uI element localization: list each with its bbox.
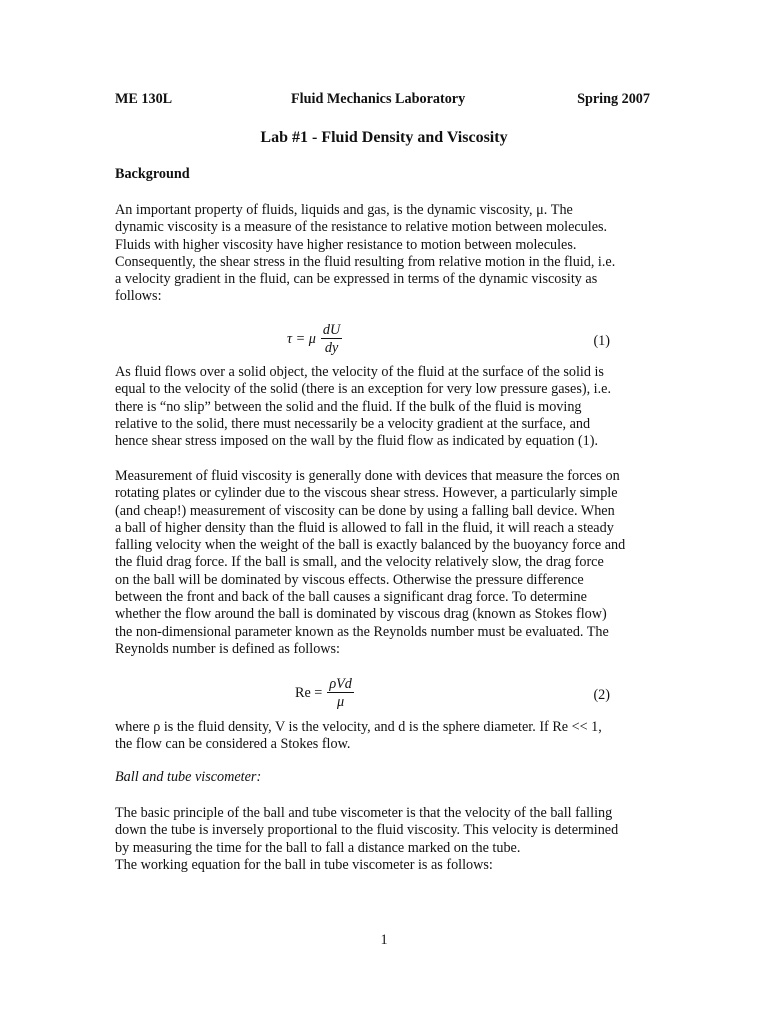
equation-shear-stress xyxy=(115,322,660,362)
text-line: An important property of fluids, liquids and gas, is the dynamic viscosity, μ. The xyxy=(115,202,573,218)
page-header xyxy=(115,91,650,109)
text-line: down the tube is inversely proportional to the fluid viscosity. This velocity is determined xyxy=(115,822,619,839)
text-line: dynamic viscosity is a measure of the resistance to relative motion between molecules. xyxy=(115,219,608,236)
text-line: whether the flow around the ball is dominated by viscous drag (known as Stokes flow) xyxy=(115,606,607,623)
text-line: The working equation for the ball in tube viscometer is as follows: xyxy=(115,856,493,873)
equation-number: (2) xyxy=(593,687,610,703)
equation-reynolds xyxy=(115,676,660,716)
paragraph-viscosity-intro xyxy=(115,202,660,306)
text-line: by measuring the time for the ball to fall a distance marked on the tube. xyxy=(115,839,521,856)
text-line: Measurement of fluid viscosity is generally done with devices that measure the forces on xyxy=(115,468,620,484)
text-line: a ball of higher density than the fluid is allowed to fall in the fluid, it will reach a steady xyxy=(115,519,614,536)
equation-lhs: Re = xyxy=(295,684,323,701)
text-line: the non-dimensional parameter known as the Reynolds number must be evaluated. The xyxy=(115,623,609,640)
equation-body xyxy=(287,322,342,357)
text-line: there is “no slip” between the solid and the fluid. If the bulk of the fluid is moving xyxy=(115,398,582,415)
text-line: The basic principle of the ball and tube viscometer is that the velocity of the ball falling xyxy=(115,805,613,821)
text-line: Fluids with higher viscosity have higher resistance to motion between molecules. xyxy=(115,236,577,253)
text-line: Consequently, the shear stress in the fluid resulting from relative motion in the fluid, i.e. xyxy=(115,253,616,270)
course-code: ME 130L xyxy=(115,91,173,107)
equation-denominator: μ xyxy=(337,694,345,710)
page-number: 1 xyxy=(380,932,388,948)
text-line: Reynolds number is defined as follows: xyxy=(115,640,340,657)
paragraph-reynolds-definition xyxy=(115,719,660,754)
text-line: falling velocity when the weight of the ball is exactly balanced by the buoyancy force and xyxy=(115,537,626,554)
paragraph-ball-tube xyxy=(115,805,660,874)
equation-numerator: dU xyxy=(322,322,341,338)
text-line: rotating plates or cylinder due to the viscous shear stress. However, a particularly simple xyxy=(115,485,618,502)
equation-fraction xyxy=(321,322,342,357)
paragraph-measurement xyxy=(115,468,660,658)
background-heading: Background xyxy=(115,166,190,182)
equation-denominator: dy xyxy=(324,340,339,356)
text-line: As fluid flows over a solid object, the velocity of the fluid at the surface of the solid is xyxy=(115,364,604,380)
equation-numerator: ρVd xyxy=(329,676,352,692)
text-line: on the ball will be dominated by viscous effects. Otherwise the pressure difference xyxy=(115,571,584,588)
text-line: hence shear stress imposed on the wall by the fluid flow as indicated by equation (1). xyxy=(115,433,599,450)
text-line: the flow can be considered a Stokes flow. xyxy=(115,736,351,753)
text-line: where ρ is the fluid density, V is the velocity, and d is the sphere diameter. If Re << 1, xyxy=(115,719,602,735)
document-title: Lab #1 - Fluid Density and Viscosity xyxy=(260,129,508,146)
course-term: Spring 2007 xyxy=(577,91,650,107)
equation-body xyxy=(295,676,354,711)
equation-lhs: τ = μ xyxy=(287,330,316,347)
text-line: relative to the solid, there must necessarily be a velocity gradient at the surface, and xyxy=(115,415,591,432)
text-line: follows: xyxy=(115,288,162,305)
course-subject: Fluid Mechanics Laboratory xyxy=(291,91,466,107)
paragraph-no-slip xyxy=(115,364,660,450)
ball-tube-subheading: Ball and tube viscometer: xyxy=(115,769,262,785)
text-line: the fluid drag force. If the ball is small, and the velocity relatively slow, the drag force xyxy=(115,554,604,571)
text-line: (and cheap!) measurement of viscosity can be done by using a falling ball device. When xyxy=(115,502,615,519)
text-line: equal to the velocity of the solid (there is an exception for very low pressure gases), i.e. xyxy=(115,381,612,398)
equation-fraction xyxy=(327,676,354,711)
text-line: a velocity gradient in the fluid, can be expressed in terms of the dynamic viscosity as xyxy=(115,271,598,288)
text-line: between the front and back of the ball causes a significant drag force. To determine xyxy=(115,589,587,606)
equation-number: (1) xyxy=(593,333,610,349)
